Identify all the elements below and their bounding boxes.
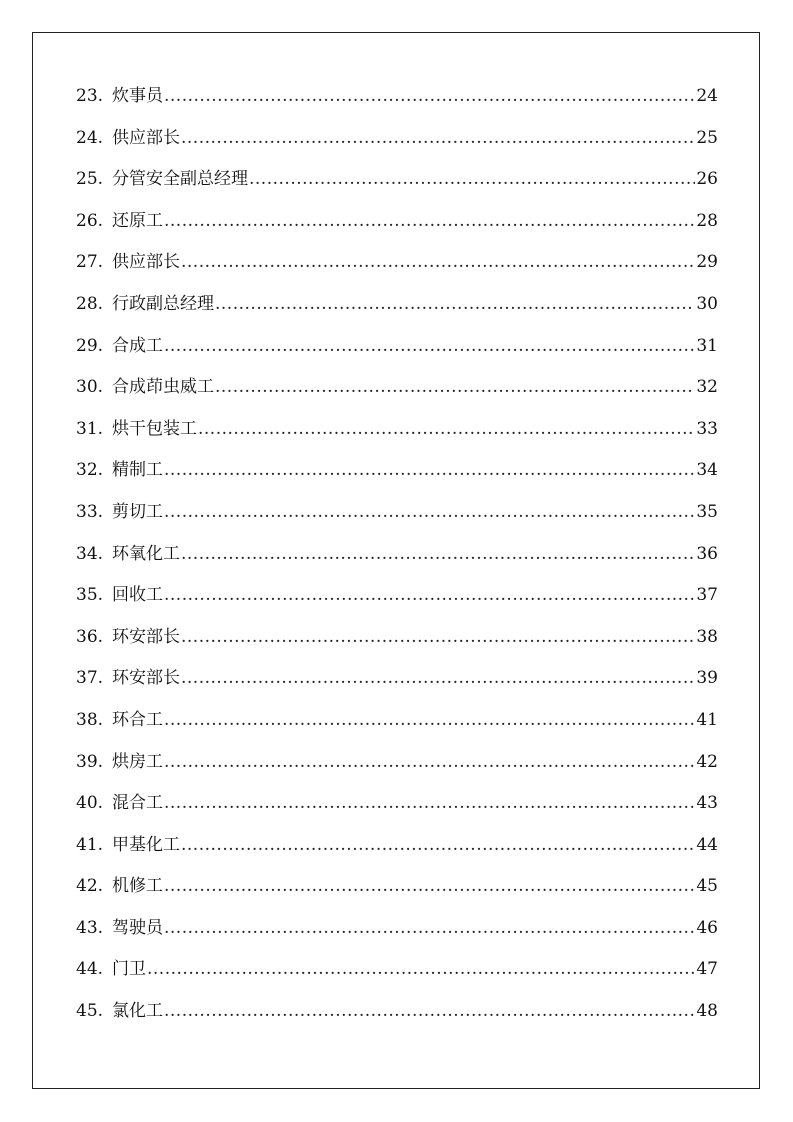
toc-entry-page: 48 (696, 1001, 718, 1022)
toc-entry-page: 30 (696, 293, 718, 314)
table-of-contents (76, 84, 718, 1041)
toc-entry-title: 还原工 (112, 210, 163, 231)
dot-leader (181, 126, 695, 150)
dot-leader (164, 874, 695, 898)
toc-entry-page: 32 (696, 377, 718, 398)
toc-entry-number: 40. (76, 793, 104, 814)
dot-leader (198, 417, 695, 441)
toc-entry-title: 分管安全副总经理 (112, 169, 248, 190)
dot-leader (164, 209, 695, 233)
dot-leader (181, 833, 695, 857)
toc-entry-page: 24 (696, 86, 718, 106)
dot-leader (181, 542, 695, 566)
toc-entry-title: 合成茚虫威工 (112, 377, 214, 398)
toc-entry[interactable] (76, 458, 718, 500)
toc-entry-title: 驾驶员 (112, 917, 163, 938)
dot-leader (164, 583, 695, 607)
toc-entry[interactable] (76, 84, 718, 126)
toc-entry-title: 合成工 (112, 335, 163, 356)
toc-entry-number: 42. (76, 876, 104, 897)
toc-entry-title: 剪切工 (112, 501, 163, 522)
dot-leader (164, 791, 695, 815)
dot-leader (181, 666, 695, 690)
toc-entry[interactable] (76, 999, 718, 1041)
toc-entry-title: 环合工 (112, 709, 163, 730)
toc-entry[interactable] (76, 292, 718, 334)
toc-entry-page: 45 (696, 876, 718, 897)
toc-entry-title: 烘房工 (112, 751, 163, 772)
toc-entry-page: 43 (696, 793, 718, 814)
toc-entry-title: 炊事员 (112, 86, 163, 106)
toc-entry-number: 44. (76, 959, 104, 980)
dot-leader (215, 375, 695, 399)
toc-entry-number: 30. (76, 377, 104, 398)
toc-entry-number: 43. (76, 917, 104, 938)
toc-entry[interactable] (76, 167, 718, 209)
toc-entry[interactable] (76, 916, 718, 958)
toc-entry-page: 29 (696, 252, 718, 273)
toc-entry[interactable] (76, 375, 718, 417)
toc-entry-page: 36 (696, 543, 718, 564)
toc-entry-page: 25 (696, 127, 718, 148)
toc-entry-page: 44 (696, 834, 718, 855)
dot-leader (164, 750, 695, 774)
dot-leader (164, 999, 695, 1023)
dot-leader (164, 916, 695, 940)
toc-entry[interactable] (76, 209, 718, 251)
toc-entry-title: 环安部长 (112, 626, 180, 647)
toc-entry-title: 精制工 (112, 460, 163, 481)
toc-entry-number: 28. (76, 293, 104, 314)
toc-entry-number: 34. (76, 543, 104, 564)
toc-entry-title: 混合工 (112, 793, 163, 814)
toc-entry[interactable] (76, 500, 718, 542)
toc-entry-page: 35 (696, 501, 718, 522)
dot-leader (181, 250, 695, 274)
toc-entry[interactable] (76, 833, 718, 875)
toc-entry-number: 33. (76, 501, 104, 522)
toc-entry-page: 28 (696, 210, 718, 231)
toc-entry-title: 氯化工 (112, 1001, 163, 1022)
toc-entry-number: 37. (76, 668, 104, 689)
toc-entry-page: 42 (696, 751, 718, 772)
toc-entry-page: 47 (696, 959, 718, 980)
toc-entry-page: 39 (696, 668, 718, 689)
toc-entry-number: 27. (76, 252, 104, 273)
toc-entry[interactable] (76, 126, 718, 168)
toc-entry-page: 33 (696, 418, 718, 439)
dot-leader (164, 708, 695, 732)
dot-leader (215, 292, 695, 316)
toc-entry-page: 38 (696, 626, 718, 647)
dot-leader (164, 334, 695, 358)
toc-entry-title: 供应部长 (112, 127, 180, 148)
toc-entry[interactable] (76, 583, 718, 625)
toc-entry-title: 烘干包装工 (112, 418, 197, 439)
toc-entry-number: 39. (76, 751, 104, 772)
toc-entry-number: 38. (76, 709, 104, 730)
toc-entry-number: 25. (76, 169, 104, 190)
toc-entry[interactable] (76, 542, 718, 584)
toc-entry[interactable] (76, 708, 718, 750)
toc-entry-page: 26 (696, 169, 718, 190)
toc-entry[interactable] (76, 250, 718, 292)
toc-entry-title: 供应部长 (112, 252, 180, 273)
toc-entry[interactable] (76, 791, 718, 833)
toc-entry-number: 41. (76, 834, 104, 855)
toc-entry[interactable] (76, 666, 718, 708)
toc-entry-page: 31 (696, 335, 718, 356)
toc-entry[interactable] (76, 417, 718, 459)
toc-entry-number: 35. (76, 585, 104, 606)
toc-entry-page: 37 (696, 585, 718, 606)
toc-entry-number: 26. (76, 210, 104, 231)
toc-entry-page: 41 (696, 709, 718, 730)
toc-entry[interactable] (76, 874, 718, 916)
toc-entry-title: 行政副总经理 (112, 293, 214, 314)
toc-entry-number: 32. (76, 460, 104, 481)
toc-entry-title: 回收工 (112, 585, 163, 606)
toc-entry-title: 甲基化工 (112, 834, 180, 855)
toc-entry[interactable] (76, 625, 718, 667)
dot-leader (249, 167, 695, 191)
toc-entry[interactable] (76, 750, 718, 792)
dot-leader (147, 957, 695, 981)
dot-leader (164, 84, 695, 108)
toc-entry-number: 24. (76, 127, 104, 148)
toc-entry-title: 环安部长 (112, 668, 180, 689)
toc-entry[interactable] (76, 334, 718, 376)
toc-entry-number: 36. (76, 626, 104, 647)
toc-entry-title: 机修工 (112, 876, 163, 897)
toc-entry-number: 45. (76, 1001, 104, 1022)
dot-leader (181, 625, 695, 649)
toc-entry-number: 31. (76, 418, 104, 439)
toc-entry-number: 23. (76, 86, 104, 106)
toc-entry[interactable] (76, 957, 718, 999)
dot-leader (164, 500, 695, 524)
dot-leader (164, 458, 695, 482)
toc-entry-page: 46 (696, 917, 718, 938)
toc-entry-title: 环氧化工 (112, 543, 180, 564)
toc-entry-title: 门卫 (112, 959, 146, 980)
toc-entry-page: 34 (696, 460, 718, 481)
toc-entry-number: 29. (76, 335, 104, 356)
